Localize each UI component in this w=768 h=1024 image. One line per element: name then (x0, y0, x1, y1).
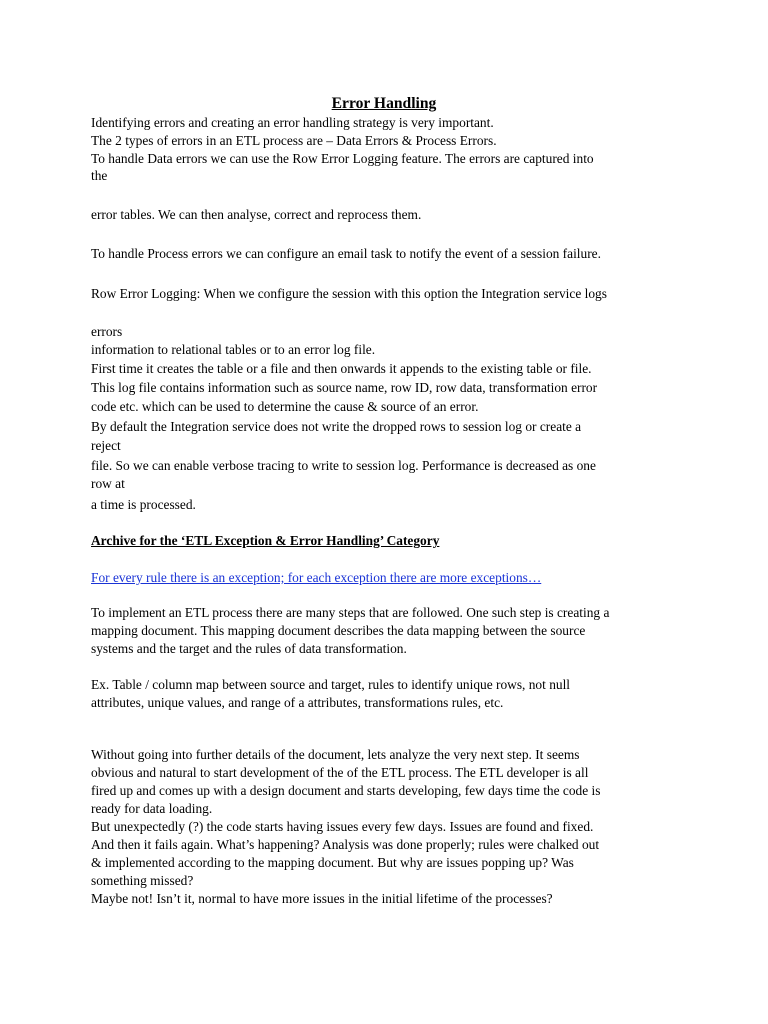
text-line: errors (91, 324, 123, 339)
text-line: information to relational tables or to an error log file. (91, 342, 376, 357)
page-title: Error Handling (331, 95, 437, 112)
article-line: To implement an ETL process there are many steps that are followed. One such step is creating a (91, 605, 610, 620)
text-line: To handle Data errors we can use the Row Error Logging feature. The errors are captured into (91, 151, 594, 166)
text-line: error tables. We can then analyse, correct and reprocess them. (91, 207, 422, 222)
archive-heading: Archive for the ‘ETL Exception & Error Handling’ Category (91, 533, 440, 548)
text-line: the (91, 168, 108, 183)
text-line: Identifying errors and creating an error handling strategy is very important. (91, 115, 494, 130)
article-link[interactable]: For every rule there is an exception; for each exception there are more exceptions… (91, 570, 542, 585)
article-line: attributes, unique values, and range of a attributes, transformations rules, etc. (91, 695, 504, 710)
text-line: This log file contains information such as source name, row ID, row data, transformation error (91, 380, 598, 395)
text-line: The 2 types of errors in an ETL process are – Data Errors & Process Errors. (91, 133, 497, 148)
text-line: First time it creates the table or a file and then onwards it appends to the existing table or file. (91, 361, 592, 376)
text-line: file. So we can enable verbose tracing to write to session log. Performance is decreased as one (91, 458, 596, 473)
article-line: obvious and natural to start development of the of the ETL process. The ETL developer is all (91, 765, 589, 780)
article-line: ready for data loading. (91, 801, 213, 816)
text-line: code etc. which can be used to determine the cause & source of an error. (91, 399, 479, 414)
article-line: Without going into further details of the document, lets analyze the very next step. It seems (91, 747, 580, 762)
text-line: a time is processed. (91, 497, 196, 512)
article-line: Ex. Table / column map between source and target, rules to identify unique rows, not null (91, 677, 571, 692)
article-line: But unexpectedly (?) the code starts having issues every few days. Issues are found and fixed. (91, 819, 594, 834)
article-line: something missed? (91, 873, 194, 888)
text-line: To handle Process errors we can configure an email task to notify the event of a session failure. (91, 246, 601, 261)
text-line: reject (91, 438, 121, 453)
article-line: Maybe not! Isn’t it, normal to have more issues in the initial lifetime of the processes? (91, 891, 553, 906)
text-line: By default the Integration service does not write the dropped rows to session log or create a (91, 419, 582, 434)
article-line: fired up and comes up with a design document and starts developing, few days time the code is (91, 783, 601, 798)
article-line: & implemented according to the mapping document. But why are issues popping up? Was (91, 855, 574, 870)
text-line: row at (91, 476, 125, 491)
article-line: systems and the target and the rules of data transformation. (91, 641, 407, 656)
article-line: mapping document. This mapping document describes the data mapping between the source (91, 623, 586, 638)
article-line: And then it fails again. What’s happening? Analysis was done properly; rules were chalked out (91, 837, 600, 852)
text-line: Row Error Logging: When we configure the session with this option the Integration service logs (91, 286, 607, 301)
